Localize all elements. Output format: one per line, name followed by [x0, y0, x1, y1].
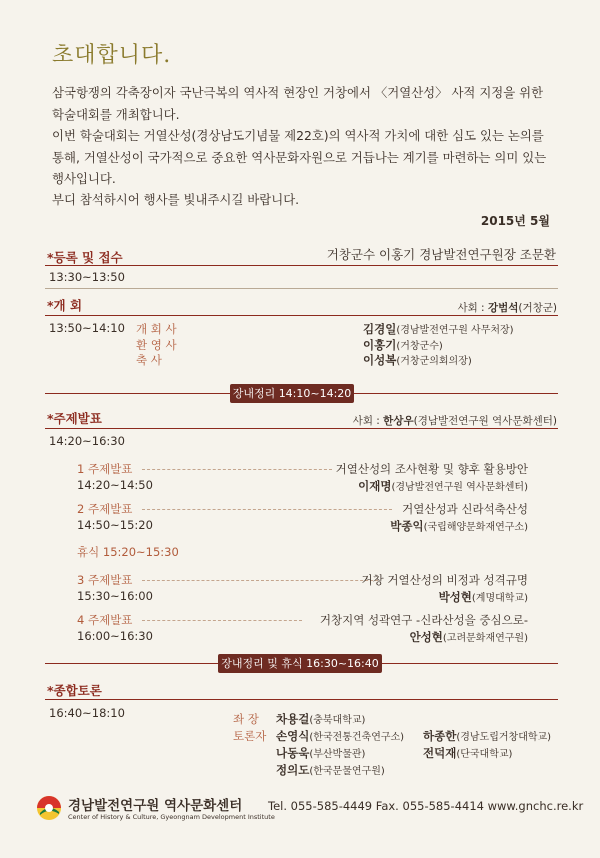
- presentations-moderator: [353, 413, 557, 428]
- presentation-4-name: 안성현: [409, 630, 443, 644]
- opening-speaker-2-name: 이홍기: [363, 338, 397, 352]
- panel-role: 토론자: [233, 729, 267, 743]
- opening-rule: [45, 315, 558, 316]
- panelist-5: [276, 762, 385, 778]
- discussion-rule: [45, 699, 558, 700]
- presentation-3-time: 15:30~16:00: [77, 589, 153, 603]
- invitation-date: 2015년 5월: [480, 214, 550, 228]
- panelist-3-org: (부산박물관): [309, 749, 366, 760]
- registration-underline: [45, 288, 558, 289]
- intro-paragraph-3: 부디 참석하시어 행사를 빛내주시길 바랍니다.: [52, 192, 300, 207]
- panelist-1-org: (한국전통건축연구소): [309, 732, 405, 743]
- presentations-heading: *주제발표: [47, 411, 102, 426]
- opening-role-3: 축 사: [136, 353, 162, 367]
- presentations-rule: [45, 428, 558, 429]
- intro-paragraph-1: 삼국항쟁의 각축장이자 국난극복의 역사적 현장인 거창에서 〈거열산성〉 사적 지정을 위한 학술대회를 개최합니다.: [52, 85, 544, 122]
- presentation-4-topic: 거창지역 성곽연구 -신라산성을 중심으로-: [319, 613, 528, 627]
- presentation-2-leader: [142, 509, 392, 510]
- presentation-2-name: 박종익: [390, 519, 424, 533]
- presentation-4-leader: [142, 620, 302, 621]
- opening-moderator: [457, 300, 557, 315]
- presentation-3-org: (계명대학교): [471, 593, 528, 604]
- chair-name: 차용걸: [276, 712, 310, 726]
- panelist-5-org: (한국문물연구원): [309, 766, 385, 777]
- presentation-3-topic: 거창 거열산성의 비정과 성격규명: [361, 573, 528, 587]
- footer-org-name: 경남발전연구원 역사문화센터: [68, 798, 243, 814]
- institute-logo-icon: [36, 795, 62, 821]
- panelist-1-name: 손영식: [276, 729, 310, 743]
- panelist-2-name: 하종한: [423, 729, 457, 743]
- registration-rule: [45, 265, 558, 266]
- presentation-3-label: 3 주제발표: [77, 573, 133, 587]
- panelist-4: [423, 745, 512, 761]
- presentation-4-org: (고려문화재연구원): [442, 633, 528, 644]
- presentation-2-topic: 거열산성과 신라석축산성: [402, 502, 528, 516]
- presentation-2-org: (국립해양문화재연구소): [423, 522, 528, 533]
- presentation-1-label: 1 주제발표: [77, 462, 133, 476]
- intro-paragraph-2: 이번 학술대회는 거열산성(경상남도기념물 제22호)의 역사적 가치에 대한 심도 있는 논의를 통해, 거열산성이 국가적으로 중요한 역사문화자원으로 거듭나는 계기를 마련하는 의미 있는 행사입니다.: [52, 128, 547, 186]
- opening-speaker-3: [363, 352, 472, 368]
- panelist-3: [276, 745, 365, 761]
- opening-speaker-3-org: (거창군의회의장): [396, 356, 472, 367]
- opening-speaker-1-org: (경남발전연구원 사무처장): [396, 325, 514, 336]
- opening-heading: *개 회: [47, 298, 83, 313]
- opening-moderator-label: 사회 :: [457, 302, 488, 314]
- opening-role-1: 개 회 사: [136, 322, 177, 336]
- invitation-title: 초대합니다.: [52, 43, 172, 68]
- presentation-2-speaker: [390, 518, 528, 534]
- presentation-1-speaker: [358, 478, 528, 494]
- presentation-2-time: 14:50~15:20: [77, 518, 153, 532]
- panelist-2: [423, 728, 551, 744]
- presentation-4-label: 4 주제발표: [77, 613, 133, 627]
- panelist-2-org: (경남도립거창대학교): [456, 732, 552, 743]
- rest-label: 휴식 15:20~15:30: [77, 545, 179, 559]
- panelist-5-name: 정의도: [276, 763, 310, 777]
- opening-time: 13:50~14:10: [49, 321, 125, 335]
- invitation-signers: 거창군수 이홍기 경남발전연구원장 조문환: [326, 247, 556, 262]
- opening-speaker-1: [363, 321, 514, 337]
- presentation-1-name: 이재명: [358, 479, 392, 493]
- presentations-moderator-label: 사회 :: [352, 415, 384, 427]
- presentation-1-topic: 거열산성의 조사현황 및 향후 활용방안: [335, 462, 528, 476]
- break-band-1: 장내정리 14:10~14:20: [230, 384, 354, 403]
- presentation-3-speaker: [439, 589, 528, 605]
- footer-org-english: Center of History & Culture, Gyeongnam Development Institute: [68, 813, 275, 821]
- opening-speaker-1-name: 김경일: [363, 322, 397, 336]
- presentation-1-org: (경남발전연구원 역사문화센터): [391, 482, 528, 493]
- opening-moderator-org: (거창군): [518, 302, 557, 314]
- presentations-time: 14:20~16:30: [49, 434, 125, 448]
- footer-contact: Tel. 055-585-4449 Fax. 055-585-4414 www.gnchc.re.kr: [268, 799, 584, 813]
- registration-time: 13:30~13:50: [49, 270, 125, 284]
- presentation-2-label: 2 주제발표: [77, 502, 133, 516]
- opening-moderator-name: 강범석: [487, 302, 519, 314]
- presentation-4-speaker: [410, 629, 528, 645]
- presentations-moderator-name: 한상우: [383, 415, 414, 427]
- panelist-4-org: (단국대학교): [456, 749, 513, 760]
- discussion-time: 16:40~18:10: [49, 706, 125, 720]
- presentation-1-leader: [142, 469, 332, 470]
- chair: [276, 711, 365, 727]
- presentation-4-time: 16:00~16:30: [77, 629, 153, 643]
- panelist-3-name: 나동욱: [276, 746, 310, 760]
- panelist-1: [276, 728, 404, 744]
- discussion-heading: *종합토론: [47, 683, 102, 698]
- opening-speaker-2: [363, 337, 443, 353]
- chair-org: (충북대학교): [309, 715, 366, 726]
- opening-role-2: 환 영 사: [136, 338, 177, 352]
- panelist-4-name: 전덕재: [423, 746, 457, 760]
- registration-heading: *등록 및 접수: [47, 250, 123, 265]
- opening-speaker-2-org: (거창군수): [396, 341, 443, 352]
- chair-role: 좌 장: [233, 712, 259, 726]
- presentations-moderator-org: (경남발전연구원 역사문화센터): [413, 415, 557, 427]
- presentation-3-name: 박성현: [438, 590, 472, 604]
- opening-speaker-3-name: 이성복: [363, 353, 397, 367]
- presentation-1-time: 14:20~14:50: [77, 478, 153, 492]
- presentation-3-leader: [142, 580, 378, 581]
- break-band-2: 장내정리 및 휴식 16:30~16:40: [218, 654, 382, 673]
